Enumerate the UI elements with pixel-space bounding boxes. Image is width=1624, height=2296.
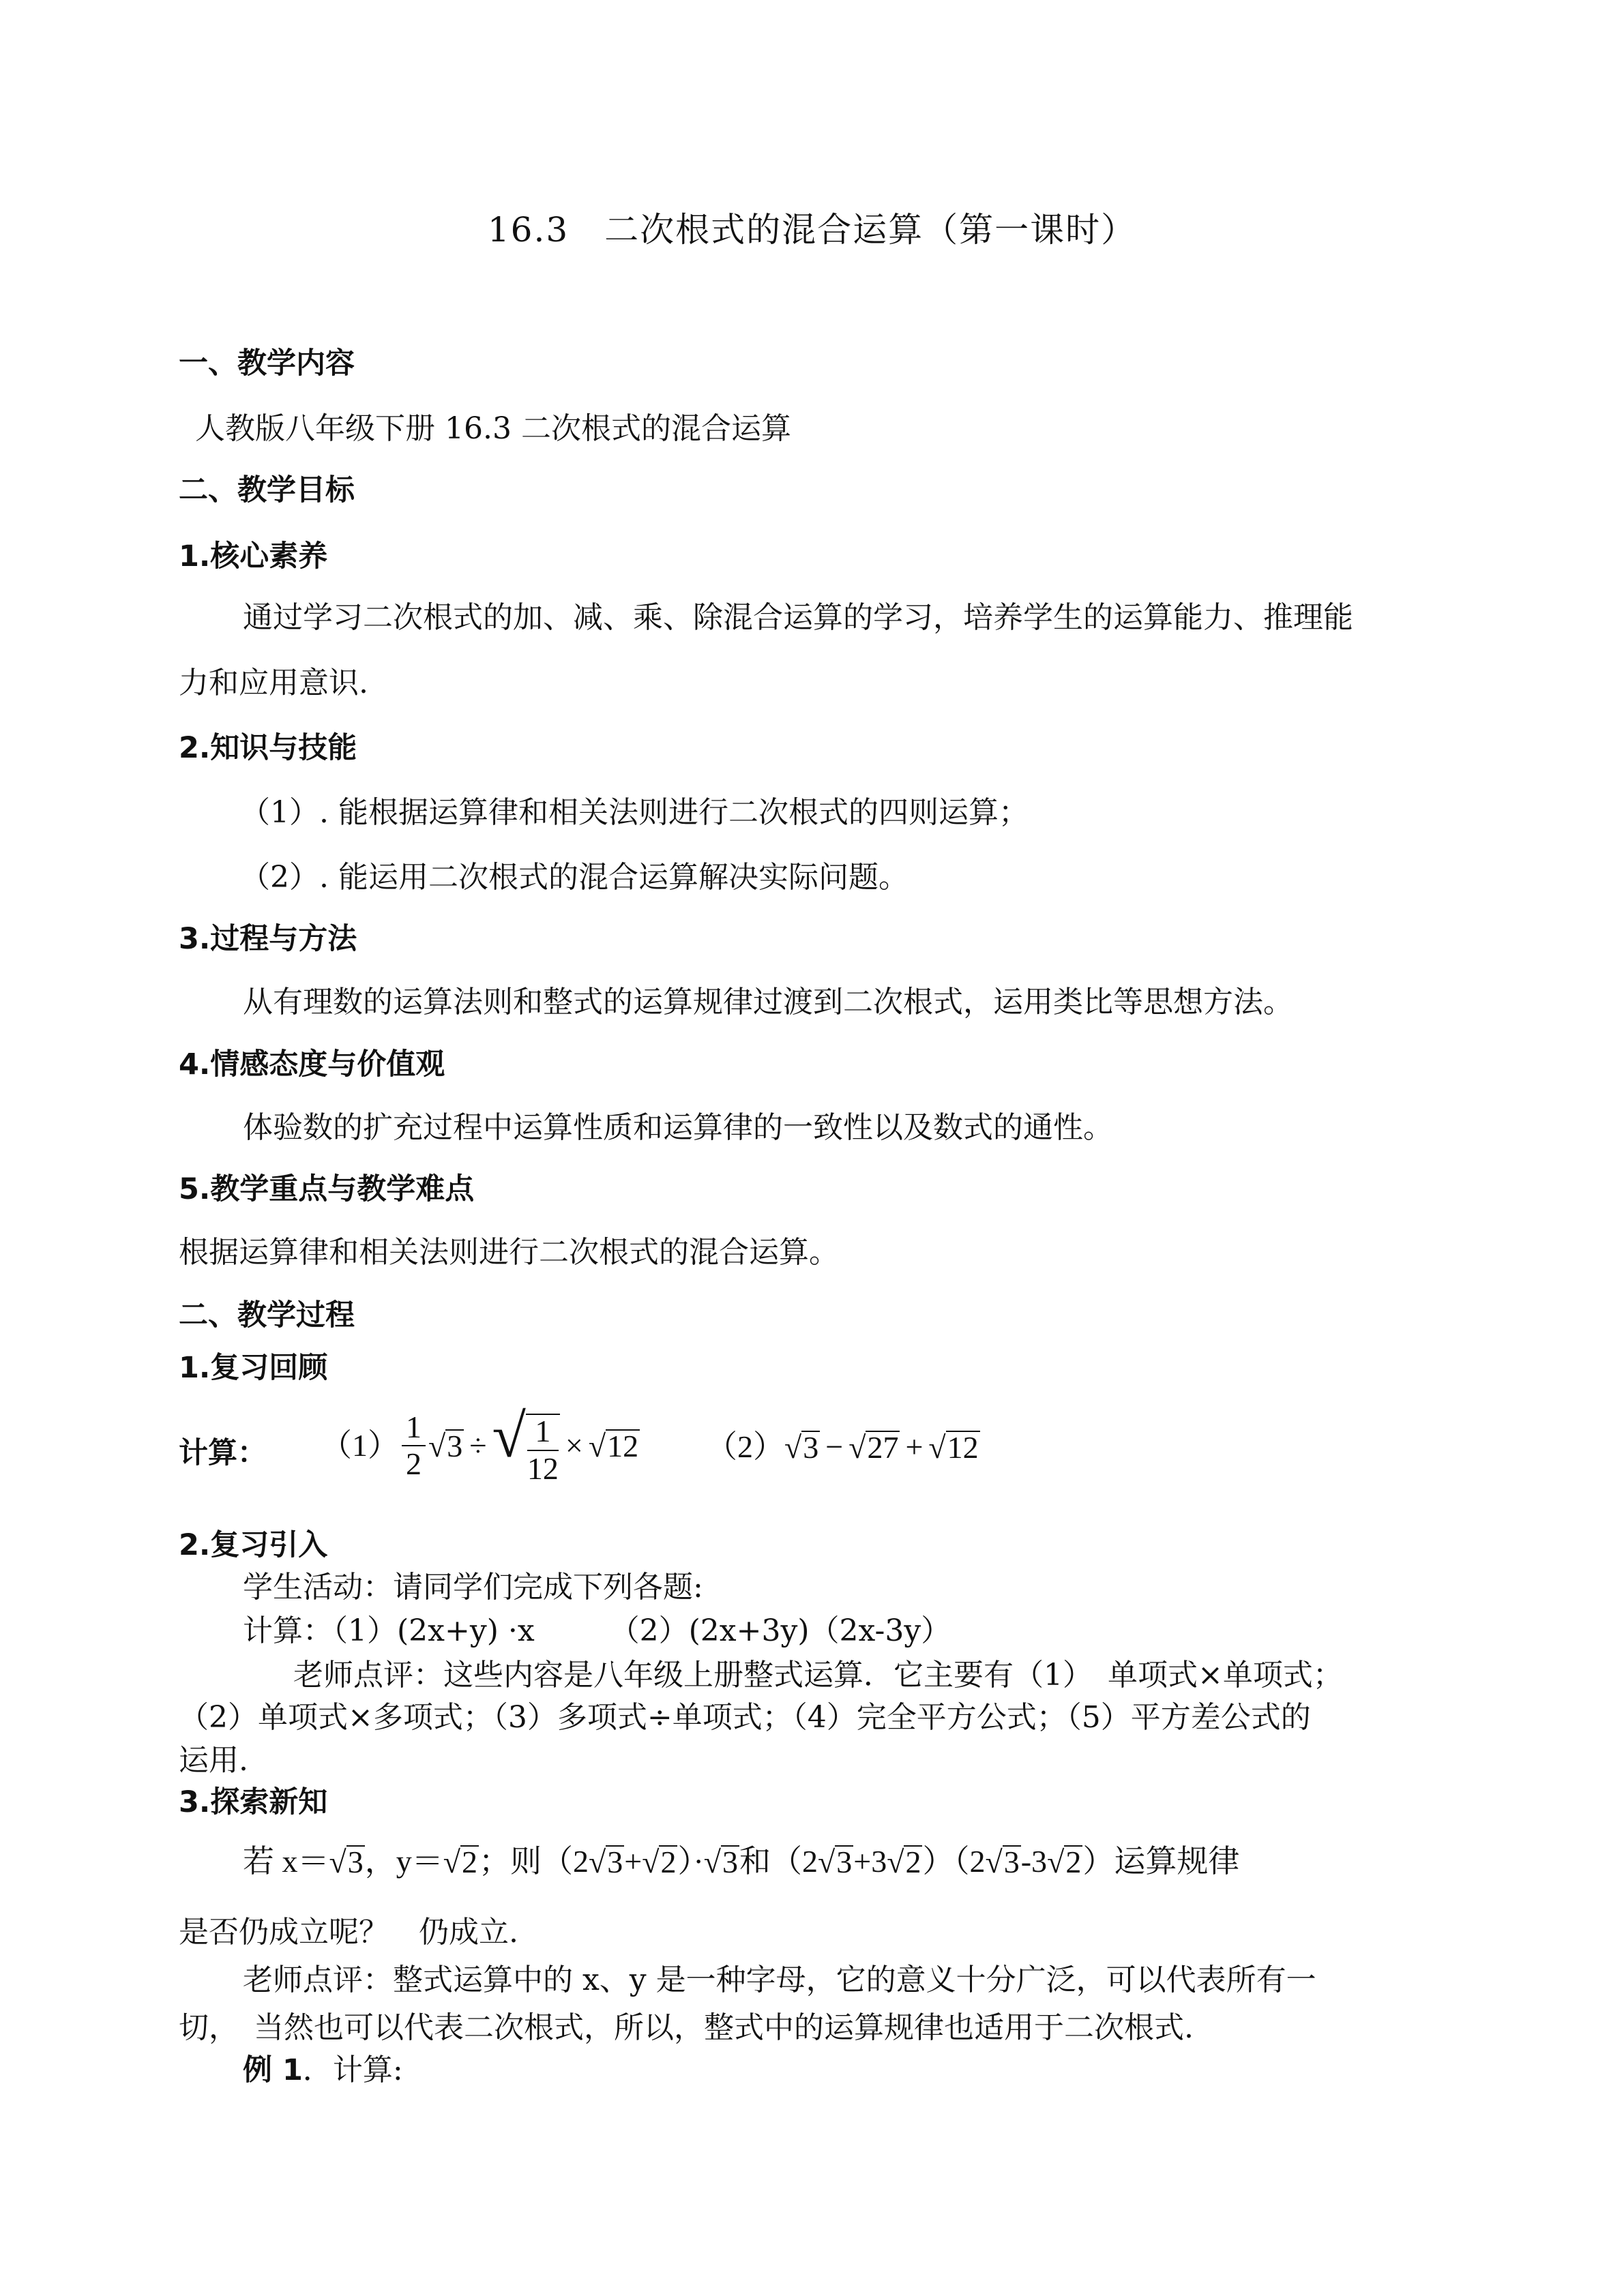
goal5-heading: 5.教学重点与教学难点	[179, 1172, 475, 1206]
sqrt-12: √12	[588, 1429, 639, 1463]
sqrt-one-twelfth: √ $\frac{1}{12}$	[492, 1403, 559, 1486]
example-1	[243, 2055, 403, 2085]
section-heading-content: 一、教学内容	[179, 346, 355, 381]
intro-heading: 2.复习引入	[179, 1528, 328, 1562]
goal4-heading: 4.情感态度与价值观	[179, 1047, 445, 1082]
content-text: 人教版八年级下册 16.3 二次根式的混合运算	[195, 411, 791, 446]
intro-calc: 计算：（1）(2x+y) ·x （2）(2x+3y)（2x-3y）	[243, 1613, 951, 1648]
goal2-item2: （2）. 能运用二次根式的混合运算解决实际问题。	[240, 860, 909, 895]
calc-label: 计算：	[179, 1436, 267, 1470]
q2-prefix: （2）	[706, 1429, 784, 1464]
goal5-text: 根据运算律和相关法则进行二次根式的混合运算。	[179, 1235, 839, 1270]
goal3-heading: 3.过程与方法	[179, 922, 357, 956]
q1-prefix: （1）	[321, 1428, 399, 1463]
teacher-comment-line3: 运用.	[179, 1743, 248, 1778]
sqrt-3: √3	[428, 1429, 463, 1463]
sqrt-27: √27	[848, 1430, 899, 1465]
example-1-text: ．计算:	[302, 2053, 403, 2087]
goal1-text-line2: 力和应用意识.	[179, 666, 368, 700]
example-1-label: 例 1	[243, 2053, 303, 2087]
review-heading: 1.复习回顾	[179, 1351, 328, 1385]
section-heading-process: 二、教学过程	[179, 1298, 355, 1332]
goal2-item1: （1）. 能根据运算律和相关法则进行二次根式的四则运算；	[240, 795, 1029, 830]
goal2-heading: 2.知识与技能	[179, 731, 357, 765]
review-expression-1: （1） $\frac{1}{2}$ √3 ÷ √ $\frac{1}{12}$ × √12	[321, 1403, 639, 1486]
explore-statement: 若 x＝ √3 ，y＝ √2 ；则（2 √3 + √2 ）· √3 和（2 √3 +3 √2 ）（2 √3 -3 √2 ）运算规律	[243, 1844, 1240, 1879]
goal3-text: 从有理数的运算法则和整式的运算规律过渡到二次根式，运用类比等思想方法。	[243, 985, 1293, 1019]
fraction-one-half: $\frac{1}{2}$	[402, 1411, 426, 1481]
explore-comment-line2: 切， 当然也可以代表二次根式，所以，整式中的运算规律也适用于二次根式.	[179, 2010, 1194, 2045]
review-expression-2: （2） √3 − √27 + √12	[706, 1429, 979, 1465]
sqrt-3: √3	[784, 1430, 819, 1465]
goal4-text: 体验数的扩充过程中运算性质和运算律的一致性以及数式的通性。	[243, 1110, 1113, 1145]
page-title: 16.3 二次根式的混合运算（第一课时）	[487, 210, 1137, 250]
explore-question: 是否仍成立呢？ 仍成立.	[179, 1915, 518, 1950]
teacher-comment-line2: （2）单项式×多项式；（3）多项式÷单项式；（4）完全平方公式；（5）平方差公式的	[179, 1700, 1311, 1735]
section-heading-goals: 二、教学目标	[179, 473, 355, 507]
teacher-comment-line1: 老师点评：这些内容是八年级上册整式运算．它主要有（1） 单项式×单项式；	[293, 1658, 1343, 1693]
goal1-text-line1: 通过学习二次根式的加、减、乘、除混合运算的学习，培养学生的运算能力、推理能	[243, 600, 1353, 635]
student-activity: 学生活动：请同学们完成下列各题:	[243, 1570, 703, 1605]
explore-comment-line1: 老师点评：整式运算中的 x、y 是一种字母，它的意义十分广泛，可以代表所有一	[243, 1963, 1316, 1997]
sqrt-12: √12	[928, 1430, 979, 1465]
explore-heading: 3.探索新知	[179, 1785, 328, 1819]
goal1-heading: 1.核心素养	[179, 539, 328, 573]
